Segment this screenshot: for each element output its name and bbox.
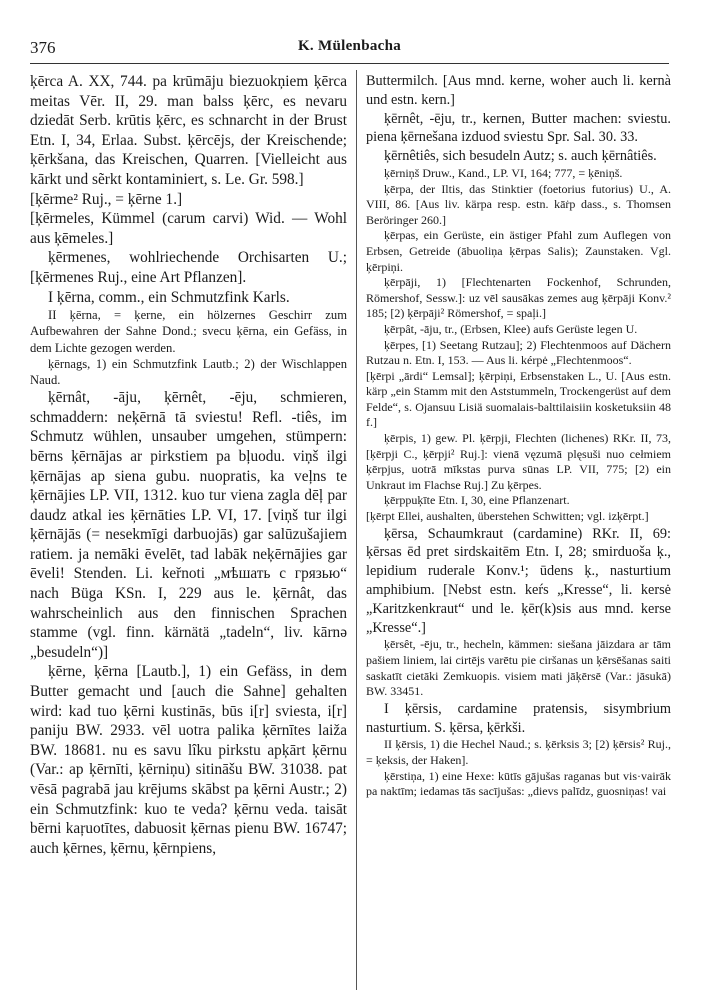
dictionary-entry: ķērsa, Schaumkraut (cardamine) RKr. II, 69: ķērsas ēd pret sirdskaitēm Etn. I, 28; smirduoša ķ., lepidium ruderale Konv.¹; ūdens ķ., nasturtium amphibium. [Nebst estn. keŕs „Kresse“, li. kersė „Karitzkenkraut“ und le. ķēr(k)sis aus mnd. kerse „Kresse“.] <box>366 525 671 636</box>
running-title: K. Mülenbacha <box>297 38 402 54</box>
dictionary-entry: Buttermilch. [Aus mnd. kerne, woher auch li. kernà und estn. kern.] <box>366 73 671 108</box>
dictionary-entry: [ķērme² Ruj., = ķērne 1.] <box>30 190 183 208</box>
dictionary-entry: ķērniņš Druw., Kand., LP. VI, 164; 777, = ķēniņš. <box>384 165 623 180</box>
column-divider <box>356 70 357 990</box>
dictionary-entry: ķērpāji, 1) [Flechtenarten Fockenhof, Schrunden, Römershof, Sessw.]: uz vēl sausākas zemes aug ķērpāji Konv.² 185; [2) ķērpāji² Römershof, = spaļi.] <box>366 275 671 321</box>
dictionary-entry: ķērca A. XX, 744. pa krūmāju biezuokņiem ķērca meitas Vēr. II, 29. man balss ķērc, es nevaru dziedāt Serb. krūtis ķērc, es schnarcht in der Brust Etn. I, 34, Erlaa. Subst. ķērcējs, der Kreischende; ķērkšana, das Kreischen, Quarren. [Vielleicht aus kārkt und sẽrkt kontaminiert, s. Le. Gr. 598.] <box>30 73 347 188</box>
dictionary-entry: ķērnêtiês, sich besudeln Autz; s. auch ķērnâtiês. <box>384 148 657 165</box>
dictionary-entry: ķērpes, [1) Seetang Rutzau]; 2) Flechtenmoos auf Dächern Rutzau n. Etn. I, 153. — Aus li. kérpė „Flechtenmoos“. <box>366 337 671 368</box>
dictionary-entry: ķērmenes, wohlriechende Orchisarten U.; [ķērmenes Ruj., eine Art Pflanzen]. <box>30 249 347 286</box>
dictionary-entry: ķērnags, 1) ein Schmutzfink Lautb.; 2) der Wischlappen Naud. <box>30 356 347 387</box>
header-rule <box>30 63 669 64</box>
dictionary-entry: II ķērna, = ķerne, ein hölzernes Geschirr zum Aufbewahren der Sahne Dond.; svecu ķērna, ein Gefäss, in dem Lichte gezogen werden. <box>30 308 347 355</box>
dictionary-entry: [ķērpt Ellei, aushalten, überstehen Schwitten; vgl. izķērpt.] <box>366 509 649 524</box>
page-number: 376 <box>30 38 56 57</box>
dictionary-entry: II ķērsis, 1) die Hechel Naud.; s. ķērksis 3; [2) ķērsis² Ruj., = ķeksis, der Haken]. <box>366 737 671 767</box>
dictionary-entry: I ķērsis, cardamine pratensis, sisymbrium nasturtium. S. ķērsa, ķērkši. <box>366 700 671 736</box>
dictionary-entry: ķērppuķīte Etn. I, 30, eine Pflanzenart. <box>384 493 570 508</box>
dictionary-entry: ķērpas, ein Gerüste, ein ästiger Pfahl zum Auflegen von Erbsen, Getreide (ābuoliņa ķērpas Salis); Zaunstaken. Vgl. ķērpiņi. <box>366 228 671 274</box>
dictionary-entry: I ķērna, comm., ein Schmutzfink Karls. <box>48 288 290 306</box>
dictionary-entry: [ķērpi „ārdi“ Lemsal]; ķērpiņi, Erbsenstaken L., U. [Aus estn. kärp „ein Stamm mit den Aststummeln, Trockengerüst auf dem Felde“, s. Ojansuu Lisiä suomalais-balttilaisiin kosketuksiin 48 f.] <box>366 368 671 430</box>
dictionary-entry: ķērsêt, -ēju, tr., hecheln, kämmen: siešana jāizdara ar tām pašiem liniem, lai cirtējs varētu pie ciršanas un ķērsēšanas saiti saskatīt cietāki Zemkuopis. visiem mati jāķērsē (Var.: jāsukā) BW. 33451. <box>366 637 671 699</box>
dictionary-entry: [ķērmeles, Kümmel (carum carvi) Wid. — Wohl aus ķēmeles.] <box>30 210 347 247</box>
dictionary-entry: ķērpa, der Iltis, das Stinktier (foetorius futorius) U., A. VIII, 86. [Aus liv. kärpa resp. estn. kāṙp dass., s. Thomsen Beröringer 260.] <box>366 181 671 227</box>
dictionary-entry: ķērne, ķērna [Lautb.], 1) ein Gefäss, in dem Butter gemacht und [auch die Sahne] gehalten wird: kad tuo ķērni kustinās, būs i[r] sviesta, i[r] paniju BW. 2933. vēl uotra palika ķērnītes laiža BW. 18681. nu es savu lîku pirkstu apķārt ķērnu (Var.: ap ķērnīti, ķērniņu) sitināšu BW. 31038. pat vēsā pagrabā jau krējums skābst pa ķērni Austr.; 2) ein Schmutzfink: kuo te veda? ķērnu veda. taisāt bērni kaŗuotītes, dabuosit ķērnas pienu BW. 16747; auch ķērnes, ķērnu, ķērnpiens, <box>30 663 347 857</box>
right-column <box>366 72 671 990</box>
running-header <box>30 38 669 60</box>
dictionary-entry: ķērnêt, -ēju, tr., kernen, Butter machen: sviestu. piena ķērnešana izduod sviestu Spr. Sal. 30. 33. <box>366 110 671 146</box>
dictionary-entry: ķērpis, 1) gew. Pl. ķērpji, Flechten (lichenes) RKr. II, 73, [ķērpji C., ķērpji² Ruj.]: vienā vęzumā plęsuši nuo cełmiem ķērpjus, uotrā mīkstas purva sūnas LP. VII, 775; [2) ein Unkraut im Flachse Ruj.] Zu ķērpes. <box>366 431 671 492</box>
dictionary-entry: ķērstiņa, 1) eine Hexe: kūtīs gājušas raganas but vis·vairāk pa naktīm; iedamas tās sacījušas: „dievs palīdz, guosniņas! vai <box>366 768 671 799</box>
dictionary-entry: ķērpât, -āju, tr., (Erbsen, Klee) aufs Gerüste legen U. <box>384 321 638 336</box>
dictionary-entry: ķērnât, -āju, ķērnêt, -ēju, schmieren, schmaddern: neķērnā tā sviestu! Refl. -tiês, im Schmutz wühlen, unsauber umgehen, stümpern: bērns ķērnājas ar pirkstiem pa bļuodu. viņš ilgi ķērnājas ap siena gubu. nuopratis, ka veļns te ķērnājies LP. VII, 1312. kuo tur viena zagla dēļ par daudz atkal ies ķērnāties LP. VI, 17. [viņš tur ilgi ķērnājās (= nesekmīgi darbuojās) gar salūzušajiem ratiem. ja nemāki ēvelēt, tad labāk neķērnājies gar ēveli! Stenden. Li. keřnoti „мѣшать с грязью“ nach Büga KSn. I, 229 aus le. ķērnât, das wahrscheinlich aus den finnischen Sprachen stamme (vgl. finn. kärnätä „tadeln“, liv. kārnə „besudeln“)] <box>30 389 347 661</box>
left-column <box>30 72 347 990</box>
